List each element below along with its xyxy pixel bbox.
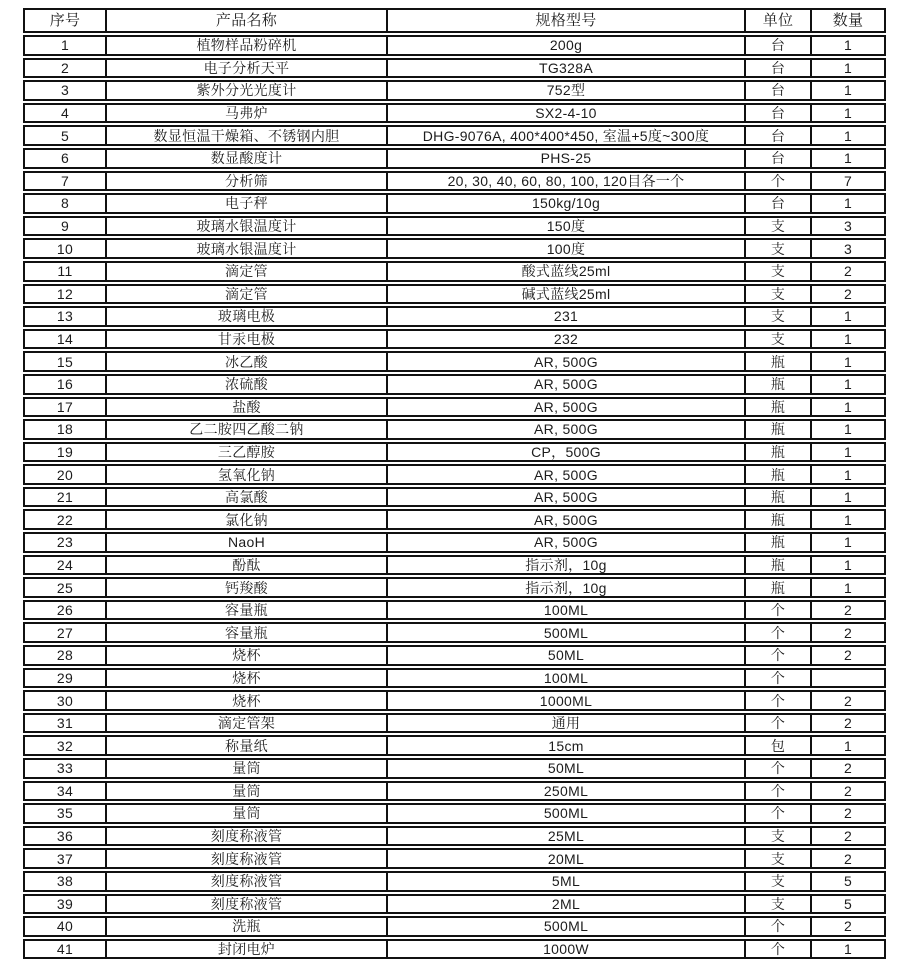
cell-product-name: 容量瓶 xyxy=(105,624,386,641)
cell-product-name: 数显酸度计 xyxy=(105,150,386,167)
table-row xyxy=(23,58,886,79)
table-row xyxy=(23,509,886,530)
table-row xyxy=(23,125,886,146)
cell-product-name: 滴定管 xyxy=(105,263,386,280)
cell-index: 2 xyxy=(60,59,70,76)
cell-index: 13 xyxy=(56,308,74,325)
cell-index: 6 xyxy=(60,150,70,167)
cell-spec-model: 20ML xyxy=(386,850,744,867)
table-row xyxy=(23,894,886,915)
cell-product-name: 冰乙酸 xyxy=(105,353,386,370)
cell-unit: 个 xyxy=(744,783,810,800)
cell-index: 23 xyxy=(56,534,74,551)
cell-quantity: 1 xyxy=(810,534,884,551)
cell-quantity: 1 xyxy=(810,421,884,438)
cell-index: 28 xyxy=(56,647,74,664)
cell-spec-model: 200g xyxy=(386,37,744,54)
cell-unit: 包 xyxy=(744,737,810,754)
table-row xyxy=(23,419,886,440)
cell-spec-model: 500ML xyxy=(386,805,744,822)
cell-product-name: 烧杯 xyxy=(105,692,386,709)
cell-unit: 瓶 xyxy=(744,579,810,596)
cell-quantity: 5 xyxy=(810,896,884,913)
cell-quantity: 2 xyxy=(810,918,884,935)
cell-index: 16 xyxy=(56,376,74,393)
cell-quantity: 2 xyxy=(810,715,884,732)
cell-unit: 个 xyxy=(744,805,810,822)
cell-quantity: 1 xyxy=(810,444,884,461)
cell-spec-model: AR, 500G xyxy=(386,466,744,483)
cell-unit: 瓶 xyxy=(744,353,810,370)
cell-quantity: 1 xyxy=(810,399,884,416)
cell-product-name: 烧杯 xyxy=(105,647,386,664)
cell-unit: 台 xyxy=(744,37,810,54)
cell-index: 41 xyxy=(56,941,74,958)
cell-unit: 支 xyxy=(744,263,810,280)
cell-index: 11 xyxy=(57,263,73,280)
cell-unit: 台 xyxy=(744,60,810,77)
cell-quantity: 1 xyxy=(810,331,884,348)
cell-spec-model: AR, 500G xyxy=(386,534,744,551)
cell-index: 9 xyxy=(60,218,70,235)
cell-spec-model: 100度 xyxy=(386,240,744,257)
cell-unit: 个 xyxy=(744,173,810,190)
cell-product-name: 滴定管 xyxy=(105,286,386,303)
cell-product-name: 烧杯 xyxy=(105,670,386,687)
cell-index: 40 xyxy=(56,918,74,935)
cell-index: 32 xyxy=(56,737,74,754)
cell-spec-model: 25ML xyxy=(386,828,744,845)
cell-quantity: 3 xyxy=(810,240,884,257)
cell-index: 21 xyxy=(56,489,74,506)
cell-index: 25 xyxy=(56,579,74,596)
cell-unit: 支 xyxy=(744,308,810,325)
cell-index: 27 xyxy=(56,624,74,641)
table-row xyxy=(23,939,886,960)
cell-product-name: 数显恒温干燥箱、不锈钢内胆 xyxy=(105,127,386,144)
cell-product-name: 量筒 xyxy=(105,805,386,822)
cell-spec-model: 100ML xyxy=(386,602,744,619)
cell-unit: 个 xyxy=(744,647,810,664)
table-row xyxy=(23,351,886,372)
cell-unit: 瓶 xyxy=(744,489,810,506)
cell-product-name: 分析筛 xyxy=(105,173,386,190)
cell-spec-model: AR, 500G xyxy=(386,489,744,506)
table-row xyxy=(23,532,886,553)
cell-index: 15 xyxy=(56,353,74,370)
cell-spec-model: AR, 500G xyxy=(386,511,744,528)
cell-unit: 个 xyxy=(744,918,810,935)
cell-quantity: 1 xyxy=(810,150,884,167)
cell-product-name: 量筒 xyxy=(105,760,386,777)
table-row xyxy=(23,555,886,576)
cell-spec-model: AR, 500G xyxy=(386,353,744,370)
header-product-name: 产品名称 xyxy=(105,10,386,31)
cell-index: 14 xyxy=(56,331,74,348)
cell-product-name: 钙羧酸 xyxy=(105,579,386,596)
cell-index: 22 xyxy=(56,511,74,528)
cell-unit: 瓶 xyxy=(744,399,810,416)
cell-spec-model: 碱式蓝线25ml xyxy=(386,286,744,303)
cell-unit: 瓶 xyxy=(744,466,810,483)
cell-quantity: 1 xyxy=(810,579,884,596)
cell-quantity: 2 xyxy=(810,624,884,641)
cell-unit: 瓶 xyxy=(744,376,810,393)
cell-spec-model: 1000ML xyxy=(386,692,744,709)
table-row xyxy=(23,80,886,101)
table-row xyxy=(23,35,886,56)
cell-quantity: 2 xyxy=(810,805,884,822)
table-row xyxy=(23,690,886,711)
cell-unit: 支 xyxy=(744,828,810,845)
cell-product-name: 氯化钠 xyxy=(105,511,386,528)
cell-quantity: 7 xyxy=(810,173,884,190)
cell-spec-model: 100ML xyxy=(386,670,744,687)
cell-unit: 台 xyxy=(744,82,810,99)
cell-unit: 瓶 xyxy=(744,511,810,528)
table-row xyxy=(23,442,886,463)
cell-product-name: 氢氧化钠 xyxy=(105,466,386,483)
cell-quantity: 2 xyxy=(810,286,884,303)
header-quantity: 数量 xyxy=(810,10,884,31)
cell-unit: 个 xyxy=(744,760,810,777)
cell-product-name: 滴定管架 xyxy=(105,715,386,732)
cell-quantity: 2 xyxy=(810,828,884,845)
cell-quantity: 2 xyxy=(810,850,884,867)
cell-index: 1 xyxy=(60,37,70,54)
cell-index: 7 xyxy=(60,172,70,189)
table-row xyxy=(23,216,886,237)
cell-unit: 支 xyxy=(744,240,810,257)
cell-unit: 支 xyxy=(744,850,810,867)
table-row xyxy=(23,193,886,214)
table-row xyxy=(23,826,886,847)
table-header-row xyxy=(23,8,886,33)
cell-unit: 瓶 xyxy=(744,421,810,438)
cell-unit: 瓶 xyxy=(744,534,810,551)
cell-unit: 瓶 xyxy=(744,444,810,461)
table-row xyxy=(23,781,886,802)
cell-unit: 支 xyxy=(744,218,810,235)
cell-quantity: 2 xyxy=(810,647,884,664)
table-row xyxy=(23,758,886,779)
cell-unit: 个 xyxy=(744,670,810,687)
table-row xyxy=(23,329,886,350)
cell-unit: 个 xyxy=(744,602,810,619)
cell-product-name: 紫外分光光度计 xyxy=(105,82,386,99)
cell-index: 31 xyxy=(56,715,74,732)
cell-spec-model: 150kg/10g xyxy=(386,195,744,212)
table-row xyxy=(23,713,886,734)
cell-unit: 个 xyxy=(744,715,810,732)
table-row xyxy=(23,622,886,643)
cell-spec-model: 500ML xyxy=(386,624,744,641)
cell-product-name: 浓硫酸 xyxy=(105,376,386,393)
cell-spec-model: AR, 500G xyxy=(386,376,744,393)
cell-product-name: 容量瓶 xyxy=(105,602,386,619)
cell-product-name: 乙二胺四乙酸二钠 xyxy=(105,421,386,438)
cell-unit: 支 xyxy=(744,331,810,348)
cell-quantity xyxy=(810,670,884,687)
table-row xyxy=(23,668,886,689)
cell-unit: 个 xyxy=(744,692,810,709)
cell-unit: 瓶 xyxy=(744,557,810,574)
cell-unit: 台 xyxy=(744,105,810,122)
cell-quantity: 2 xyxy=(810,783,884,800)
cell-spec-model: 指示剂，10g xyxy=(386,579,744,596)
cell-product-name: 高氯酸 xyxy=(105,489,386,506)
cell-unit: 支 xyxy=(744,286,810,303)
cell-index: 4 xyxy=(60,105,70,122)
cell-spec-model: 通用 xyxy=(386,715,744,732)
cell-unit: 支 xyxy=(744,873,810,890)
cell-spec-model: 2ML xyxy=(386,896,744,913)
cell-quantity: 1 xyxy=(810,466,884,483)
cell-index: 12 xyxy=(56,285,74,302)
header-spec-model: 规格型号 xyxy=(386,10,744,31)
cell-product-name: 称量纸 xyxy=(105,737,386,754)
cell-quantity: 1 xyxy=(810,60,884,77)
cell-index: 33 xyxy=(56,760,74,777)
cell-index: 36 xyxy=(56,828,74,845)
cell-spec-model: CP，500G xyxy=(386,444,744,461)
cell-index: 34 xyxy=(56,782,74,799)
cell-index: 24 xyxy=(56,556,74,573)
table-row xyxy=(23,261,886,282)
cell-unit: 台 xyxy=(744,127,810,144)
table-row xyxy=(23,374,886,395)
cell-spec-model: AR, 500G xyxy=(386,421,744,438)
cell-index: 8 xyxy=(60,195,70,212)
cell-product-name: 玻璃水银温度计 xyxy=(105,240,386,257)
table-row xyxy=(23,464,886,485)
cell-quantity: 1 xyxy=(810,557,884,574)
cell-spec-model: TG328A xyxy=(386,60,744,77)
cell-spec-model: 指示剂，10g xyxy=(386,557,744,574)
table-row xyxy=(23,645,886,666)
equipment-list-table xyxy=(23,8,886,961)
cell-product-name: 洗瓶 xyxy=(105,918,386,935)
cell-product-name: 量筒 xyxy=(105,783,386,800)
table-row xyxy=(23,487,886,508)
table-row xyxy=(23,148,886,169)
cell-product-name: 刻度称液管 xyxy=(105,896,386,913)
cell-spec-model: 250ML xyxy=(386,783,744,800)
table-row xyxy=(23,171,886,192)
cell-product-name: 玻璃水银温度计 xyxy=(105,218,386,235)
table-row xyxy=(23,397,886,418)
table-row xyxy=(23,284,886,305)
cell-quantity: 1 xyxy=(810,737,884,754)
cell-spec-model: AR, 500G xyxy=(386,399,744,416)
cell-quantity: 2 xyxy=(810,602,884,619)
cell-quantity: 5 xyxy=(810,873,884,890)
cell-unit: 支 xyxy=(744,896,810,913)
cell-spec-model: 15cm xyxy=(386,737,744,754)
cell-quantity: 2 xyxy=(810,760,884,777)
cell-product-name: 植物样品粉碎机 xyxy=(105,37,386,54)
cell-index: 39 xyxy=(56,895,74,912)
cell-quantity: 1 xyxy=(810,127,884,144)
cell-quantity: 1 xyxy=(810,376,884,393)
cell-product-name: NaoH xyxy=(105,534,386,551)
cell-quantity: 1 xyxy=(810,511,884,528)
table-row xyxy=(23,600,886,621)
cell-product-name: 封闭电炉 xyxy=(105,941,386,958)
table-row xyxy=(23,735,886,756)
table-row xyxy=(23,577,886,598)
cell-unit: 台 xyxy=(744,195,810,212)
cell-quantity: 1 xyxy=(810,37,884,54)
cell-product-name: 刻度称液管 xyxy=(105,873,386,890)
cell-index: 3 xyxy=(60,82,70,99)
cell-quantity: 1 xyxy=(810,105,884,122)
cell-product-name: 电子分析天平 xyxy=(105,60,386,77)
cell-product-name: 三乙醇胺 xyxy=(105,444,386,461)
cell-quantity: 2 xyxy=(810,692,884,709)
cell-spec-model: 752型 xyxy=(386,82,744,99)
cell-product-name: 玻璃电极 xyxy=(105,308,386,325)
cell-product-name: 酚酞 xyxy=(105,557,386,574)
cell-spec-model: DHG-9076A, 400*400*450, 室温+5度~300度 xyxy=(386,127,744,144)
header-unit: 单位 xyxy=(744,10,810,31)
cell-unit: 个 xyxy=(744,624,810,641)
cell-index: 26 xyxy=(56,602,74,619)
cell-quantity: 1 xyxy=(810,308,884,325)
table-row xyxy=(23,306,886,327)
cell-spec-model: 231 xyxy=(386,308,744,325)
cell-quantity: 3 xyxy=(810,218,884,235)
table-body xyxy=(23,35,886,959)
cell-quantity: 2 xyxy=(810,263,884,280)
cell-spec-model: 150度 xyxy=(386,218,744,235)
cell-quantity: 1 xyxy=(810,195,884,212)
cell-index: 20 xyxy=(56,466,74,483)
cell-index: 17 xyxy=(56,398,74,415)
cell-spec-model: PHS-25 xyxy=(386,150,744,167)
cell-product-name: 电子秤 xyxy=(105,195,386,212)
cell-index: 10 xyxy=(56,240,74,257)
cell-spec-model: 20, 30, 40, 60, 80, 100, 120目各一个 xyxy=(386,173,744,190)
cell-spec-model: 50ML xyxy=(386,760,744,777)
cell-spec-model: 500ML xyxy=(386,918,744,935)
cell-index: 35 xyxy=(56,805,74,822)
cell-index: 37 xyxy=(56,850,74,867)
cell-index: 5 xyxy=(60,127,70,144)
table-row xyxy=(23,871,886,892)
cell-spec-model: 232 xyxy=(386,331,744,348)
cell-index: 29 xyxy=(56,669,74,686)
cell-product-name: 盐酸 xyxy=(105,399,386,416)
cell-product-name: 刻度称液管 xyxy=(105,828,386,845)
cell-index: 38 xyxy=(56,873,74,890)
table-row xyxy=(23,238,886,259)
table-row xyxy=(23,103,886,124)
table-row xyxy=(23,916,886,937)
cell-spec-model: 5ML xyxy=(386,873,744,890)
cell-index: 30 xyxy=(56,692,74,709)
cell-product-name: 马弗炉 xyxy=(105,105,386,122)
cell-quantity: 1 xyxy=(810,82,884,99)
cell-quantity: 1 xyxy=(810,489,884,506)
cell-product-name: 甘汞电极 xyxy=(105,331,386,348)
cell-quantity: 1 xyxy=(810,941,884,958)
cell-index: 18 xyxy=(56,421,74,438)
cell-unit: 台 xyxy=(744,150,810,167)
cell-index: 19 xyxy=(56,443,74,460)
cell-spec-model: 1000W xyxy=(386,941,744,958)
cell-spec-model: 酸式蓝线25ml xyxy=(386,263,744,280)
cell-unit: 个 xyxy=(744,941,810,958)
cell-product-name: 刻度称液管 xyxy=(105,850,386,867)
table-row xyxy=(23,803,886,824)
cell-quantity: 1 xyxy=(810,353,884,370)
table-row xyxy=(23,848,886,869)
cell-spec-model: 50ML xyxy=(386,647,744,664)
cell-spec-model: SX2-4-10 xyxy=(386,105,744,122)
header-index: 序号 xyxy=(49,12,81,29)
